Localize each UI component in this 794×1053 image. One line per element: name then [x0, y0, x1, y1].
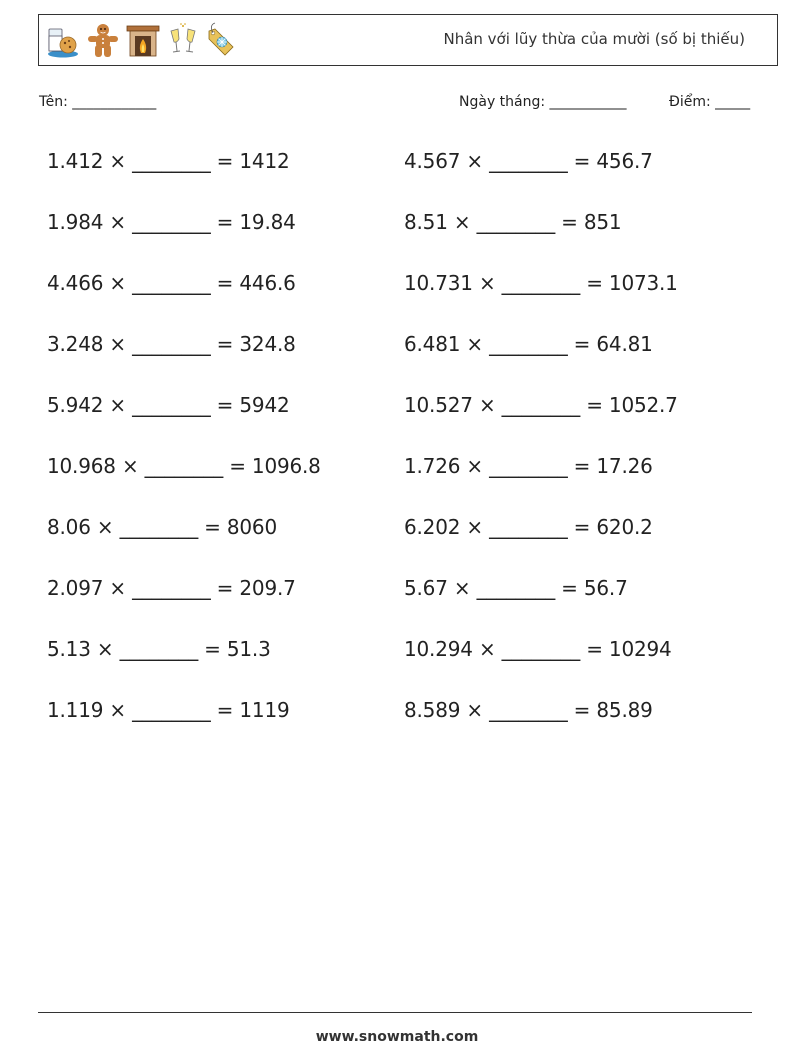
champagne-glasses-icon — [165, 21, 201, 59]
problem-item: 10.527 × ________ = 1052.7 — [404, 393, 678, 417]
problem-item: 2.097 × ________ = 209.7 — [47, 576, 296, 600]
problem-item: 8.51 × ________ = 851 — [404, 210, 622, 234]
name-field: Tên: ____________ — [39, 94, 157, 110]
gift-tag-icon — [205, 21, 241, 59]
worksheet-title: Nhân với lũy thừa của mười (số bị thiếu) — [443, 30, 745, 48]
problem-item: 6.481 × ________ = 64.81 — [404, 332, 653, 356]
problem-item: 5.942 × ________ = 5942 — [47, 393, 290, 417]
problem-item: 8.589 × ________ = 85.89 — [404, 698, 653, 722]
problem-item: 1.412 × ________ = 1412 — [47, 149, 290, 173]
worksheet-header — [38, 14, 778, 66]
problem-item: 1.984 × ________ = 19.84 — [47, 210, 296, 234]
problem-item: 4.567 × ________ = 456.7 — [404, 149, 653, 173]
problem-item: 5.67 × ________ = 56.7 — [404, 576, 628, 600]
header-icons — [45, 21, 241, 61]
problem-item: 1.726 × ________ = 17.26 — [404, 454, 653, 478]
problem-item: 1.119 × ________ = 1119 — [47, 698, 290, 722]
problem-item: 10.731 × ________ = 1073.1 — [404, 271, 678, 295]
footer-divider — [38, 1012, 752, 1013]
date-field: Ngày tháng: ___________ — [459, 94, 627, 110]
problem-item: 3.248 × ________ = 324.8 — [47, 332, 296, 356]
problem-item: 10.968 × ________ = 1096.8 — [47, 454, 321, 478]
problem-item: 5.13 × ________ = 51.3 — [47, 637, 271, 661]
problem-item: 4.466 × ________ = 446.6 — [47, 271, 296, 295]
fireplace-icon — [125, 21, 161, 59]
footer-url[interactable]: www.snowmath.com — [315, 1029, 479, 1045]
milk-cookies-icon — [45, 21, 81, 59]
problem-item: 6.202 × ________ = 620.2 — [404, 515, 653, 539]
problem-item: 8.06 × ________ = 8060 — [47, 515, 277, 539]
score-field: Điểm: _____ — [669, 94, 751, 110]
gingerbread-man-icon — [85, 21, 121, 59]
problem-item: 10.294 × ________ = 10294 — [404, 637, 672, 661]
